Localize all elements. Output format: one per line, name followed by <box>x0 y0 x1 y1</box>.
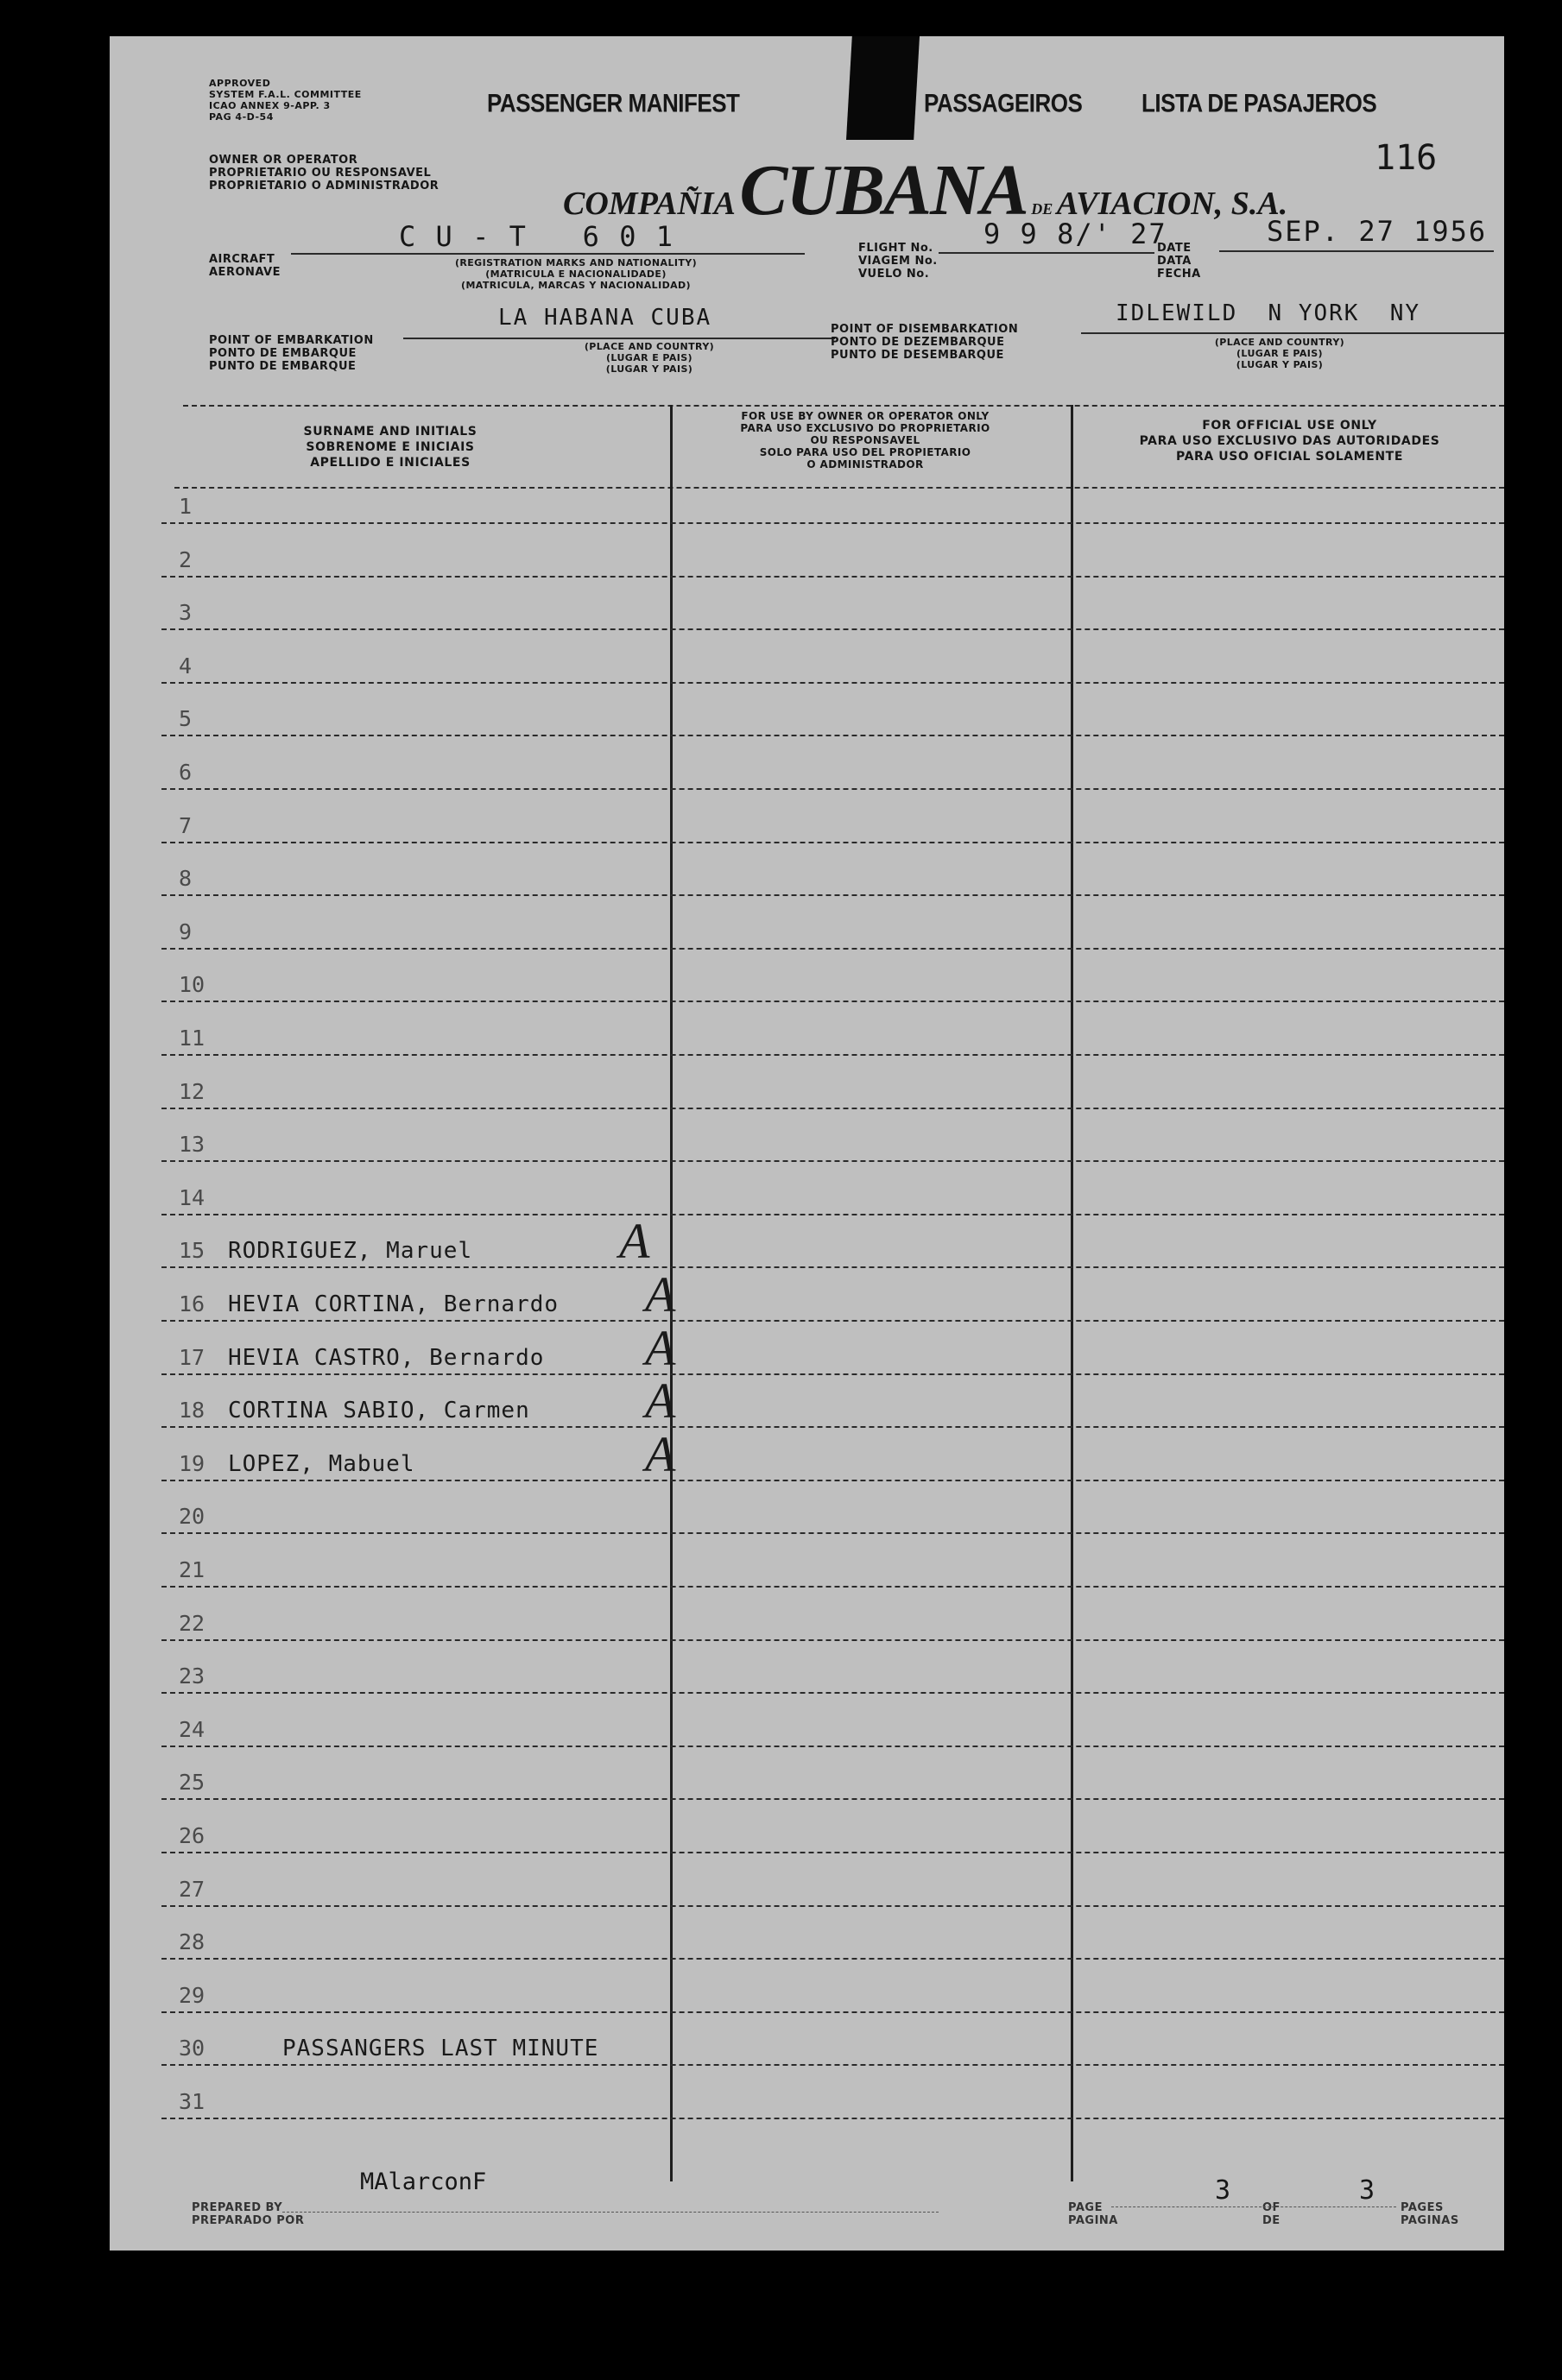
handwritten-check-mark: A <box>645 1426 676 1482</box>
row-number: 4 <box>179 653 193 679</box>
title-lista-pasajeros: LISTA DE PASAJEROS <box>1141 87 1377 118</box>
handwritten-check-mark: A <box>645 1320 676 1376</box>
row-number: 31 <box>179 2089 206 2114</box>
official-header-en: FOR OFFICIAL USE ONLY <box>1202 419 1377 432</box>
tape-redaction <box>846 36 920 140</box>
aircraft-underline <box>291 253 805 255</box>
official-header-es: PARA USO OFICIAL SOLAMENTE <box>1176 450 1403 464</box>
row-number: 22 <box>179 1611 206 1636</box>
date-underline <box>1219 250 1494 252</box>
of-labels <box>1262 2201 1281 2227</box>
row-rule <box>161 1958 1504 1960</box>
row-number: 6 <box>179 760 193 785</box>
brand-de: DE <box>1031 200 1053 218</box>
row-rule <box>161 1639 1504 1641</box>
row-rule <box>161 576 1504 578</box>
passenger-name: HEVIA CORTINA, Bernardo <box>228 1291 560 1317</box>
disembarkation-label-en: POINT OF DISEMBARKATION <box>831 323 1019 336</box>
row-number: 7 <box>179 813 193 838</box>
approval-line: ICAO ANNEX 9-APP. 3 <box>209 100 331 111</box>
page-underline <box>1111 2206 1396 2207</box>
owner-label-en: OWNER OR OPERATOR <box>209 154 358 167</box>
flight-label-es: VUELO No. <box>858 268 930 281</box>
embarkation-underline <box>403 338 835 339</box>
row-number: 19 <box>179 1451 206 1476</box>
disembarkation-label-es: PUNTO DE DESEMBARQUE <box>831 349 1004 362</box>
row-number: 30 <box>179 2036 206 2061</box>
row-rule <box>161 948 1504 950</box>
row-number: 14 <box>179 1185 206 1210</box>
aircraft-label: AIRCRAFT <box>209 253 275 266</box>
embarkation-sublabels <box>546 341 753 375</box>
page-label-es: PAGINA <box>1068 2214 1118 2227</box>
owner-use-line: FOR USE BY OWNER OR OPERATOR ONLY <box>741 410 990 422</box>
of-label-en: OF <box>1262 2201 1281 2214</box>
owner-labels <box>209 154 439 193</box>
disembarkation-labels <box>831 323 1018 362</box>
row-rule <box>161 1214 1504 1215</box>
prepared-by-value: MAlarconF <box>360 2169 487 2195</box>
embarkation-label-pt: PONTO DE EMBARQUE <box>209 347 357 360</box>
title-passenger-manifest: PASSENGER MANIFEST <box>487 87 740 118</box>
row-rule <box>161 735 1504 736</box>
owner-label-es: PROPRIETARIO O ADMINISTRADOR <box>209 180 440 193</box>
surname-header-en: SURNAME AND INITIALS <box>303 425 477 439</box>
row-rule <box>161 842 1504 843</box>
row-rule <box>161 1746 1504 1747</box>
aircraft-sub-pt: (MATRICULA E NACIONALIDADE) <box>485 268 667 280</box>
surname-header-es: APELLIDO E INICIALES <box>310 456 471 470</box>
page-labels <box>1068 2201 1118 2227</box>
disembarkation-value: IDLEWILD N YORK NY <box>1116 300 1421 326</box>
row-rule <box>161 1373 1504 1375</box>
row-rule <box>161 1266 1504 1268</box>
column-header-official <box>1075 418 1504 464</box>
row-number: 20 <box>179 1504 206 1529</box>
date-label-pt: DATA <box>1157 255 1192 268</box>
row-rule <box>161 1054 1504 1056</box>
row-rule <box>161 1426 1504 1428</box>
row-rule <box>161 522 1504 524</box>
row-rule <box>161 1586 1504 1588</box>
row-number: 8 <box>179 866 193 891</box>
surname-header-pt: SOBRENOME E INICIAIS <box>306 440 475 454</box>
row-number: 10 <box>179 972 206 997</box>
passenger-name: RODRIGUEZ, Maruel <box>228 1238 473 1264</box>
column-header-owner-use <box>675 410 1055 470</box>
approval-line: SYSTEM F.A.L. COMMITTEE <box>209 89 362 100</box>
row-rule <box>161 2011 1504 2013</box>
row-number: 25 <box>179 1770 206 1795</box>
pages-label-es: PAGINAS <box>1401 2214 1459 2227</box>
row-number: 9 <box>179 919 193 944</box>
disembarkation-sub-es: (LUGAR Y PAIS) <box>1236 359 1324 370</box>
flight-label-pt: VIAGEM No. <box>858 255 938 268</box>
flight-labels <box>858 242 938 281</box>
embarkation-label-es: PUNTO DE EMBARQUE <box>209 360 357 373</box>
owner-use-line: PARA USO EXCLUSIVO DO PROPRIETARIO <box>740 422 990 434</box>
page-label-en: PAGE <box>1068 2201 1103 2214</box>
official-header-pt: PARA USO EXCLUSIVO DAS AUTORIDADES <box>1139 434 1440 448</box>
row-rule <box>161 628 1504 630</box>
row-number: 26 <box>179 1823 206 1848</box>
row-rule <box>161 1692 1504 1694</box>
aeronave-label: AERONAVE <box>209 266 281 279</box>
passenger-name: CORTINA SABIO, Carmen <box>228 1398 530 1424</box>
row-rule <box>161 1320 1504 1322</box>
disembarkation-sub-en: (PLACE AND COUNTRY) <box>1214 337 1345 348</box>
aircraft-sublabels <box>429 257 723 291</box>
owner-label-pt: PROPRIETARIO OU RESPONSAVEL <box>209 167 432 180</box>
page-number-top: 116 <box>1375 138 1438 178</box>
row-number: 5 <box>179 706 193 731</box>
embarkation-value: LA HABANA CUBA <box>498 305 712 331</box>
disembarkation-label-pt: PONTO DE DEZEMBARQUE <box>831 336 1005 349</box>
flight-number: 9 9 8/' 27 <box>983 218 1167 250</box>
brand-name: CUBANA <box>739 150 1028 230</box>
title-passageiros: PASSAGEIROS <box>924 87 1083 118</box>
row-rule <box>161 2118 1504 2119</box>
row-rule <box>161 1160 1504 1162</box>
row-number: 28 <box>179 1929 206 1954</box>
aircraft-labels <box>209 253 281 279</box>
aircraft-registration: C U - T 6 0 1 <box>399 220 674 253</box>
disembarkation-sublabels <box>1176 337 1383 370</box>
row-rule <box>161 2064 1504 2066</box>
owner-use-line: SOLO PARA USO DEL PROPIETARIO <box>759 446 971 458</box>
row-number: 24 <box>179 1717 206 1742</box>
date-label-en: DATE <box>1157 242 1192 255</box>
embarkation-label-en: POINT OF EMBARKATION <box>209 334 374 347</box>
row-rule <box>161 1480 1504 1481</box>
prepared-underline <box>282 2212 939 2213</box>
embarkation-labels <box>209 334 374 373</box>
flight-date: SEP. 27 1956 <box>1267 215 1488 248</box>
page-value: 3 <box>1215 2175 1231 2206</box>
row-number: 12 <box>179 1079 206 1104</box>
row-rule <box>161 1108 1504 1109</box>
row-number: 11 <box>179 1026 206 1051</box>
pages-labels <box>1401 2201 1459 2227</box>
row-number: 18 <box>179 1398 206 1423</box>
handwritten-check-mark: A <box>645 1373 676 1429</box>
row-rule <box>161 894 1504 896</box>
column-header-surname <box>205 424 576 470</box>
column-divider-2 <box>1071 405 1073 2181</box>
owner-use-line: O ADMINISTRADOR <box>806 458 924 470</box>
handwritten-check-mark: A <box>645 1266 676 1323</box>
prepared-label-en: PREPARED BY <box>192 2201 283 2214</box>
prepared-labels <box>192 2201 304 2227</box>
row-rule <box>161 788 1504 790</box>
row-rule <box>161 1001 1504 1002</box>
row-number: 17 <box>179 1345 206 1370</box>
manifest-page <box>110 36 1504 2251</box>
row-rule <box>161 1532 1504 1534</box>
owner-use-line: OU RESPONSAVEL <box>810 434 920 446</box>
row-rule <box>161 1798 1504 1800</box>
approval-block <box>209 78 362 123</box>
of-value: 3 <box>1359 2175 1375 2206</box>
embarkation-sub-pt: (LUGAR E PAIS) <box>606 352 692 363</box>
embarkation-sub-es: (LUGAR Y PAIS) <box>605 363 693 375</box>
approval-line: PAG 4-D-54 <box>209 111 274 123</box>
row-number: 23 <box>179 1663 206 1689</box>
passenger-name: PASSANGERS LAST MINUTE <box>282 2036 599 2061</box>
row-number: 1 <box>179 494 193 519</box>
row-number: 21 <box>179 1557 206 1582</box>
aircraft-sub-en: (REGISTRATION MARKS AND NATIONALITY) <box>454 257 698 268</box>
date-labels <box>1157 242 1201 281</box>
brand-suffix: AVIACION, S.A. <box>1056 186 1288 222</box>
flight-label-en: FLIGHT No. <box>858 242 933 255</box>
header-bottom-rule <box>174 487 1504 489</box>
row-number: 3 <box>179 600 193 625</box>
brand-prefix: COMPAÑIA <box>563 186 736 222</box>
table-top-rule <box>183 405 1504 407</box>
aircraft-sub-es: (MATRICULA, MARCAS Y NACIONALIDAD) <box>461 280 691 291</box>
row-rule <box>161 1905 1504 1907</box>
row-rule <box>161 682 1504 684</box>
row-rule <box>161 1852 1504 1853</box>
disembarkation-underline <box>1081 332 1504 334</box>
prepared-label-es: PREPARADO POR <box>192 2214 305 2227</box>
approval-line: APPROVED <box>209 78 271 89</box>
row-number: 15 <box>179 1238 206 1263</box>
of-label-es: DE <box>1262 2214 1281 2227</box>
date-label-es: FECHA <box>1157 268 1201 281</box>
row-number: 13 <box>179 1132 206 1157</box>
row-number: 2 <box>179 547 193 572</box>
flight-underline <box>939 252 1154 254</box>
row-number: 29 <box>179 1983 206 2008</box>
row-number: 16 <box>179 1291 206 1316</box>
disembarkation-sub-pt: (LUGAR E PAIS) <box>1236 348 1323 359</box>
passenger-name: LOPEZ, Mabuel <box>228 1451 415 1477</box>
handwritten-check-mark: A <box>619 1213 650 1269</box>
row-number: 27 <box>179 1877 206 1902</box>
embarkation-sub-en: (PLACE AND COUNTRY) <box>584 341 715 352</box>
pages-label-en: PAGES <box>1401 2201 1444 2214</box>
passenger-name: HEVIA CASTRO, Bernardo <box>228 1345 545 1371</box>
